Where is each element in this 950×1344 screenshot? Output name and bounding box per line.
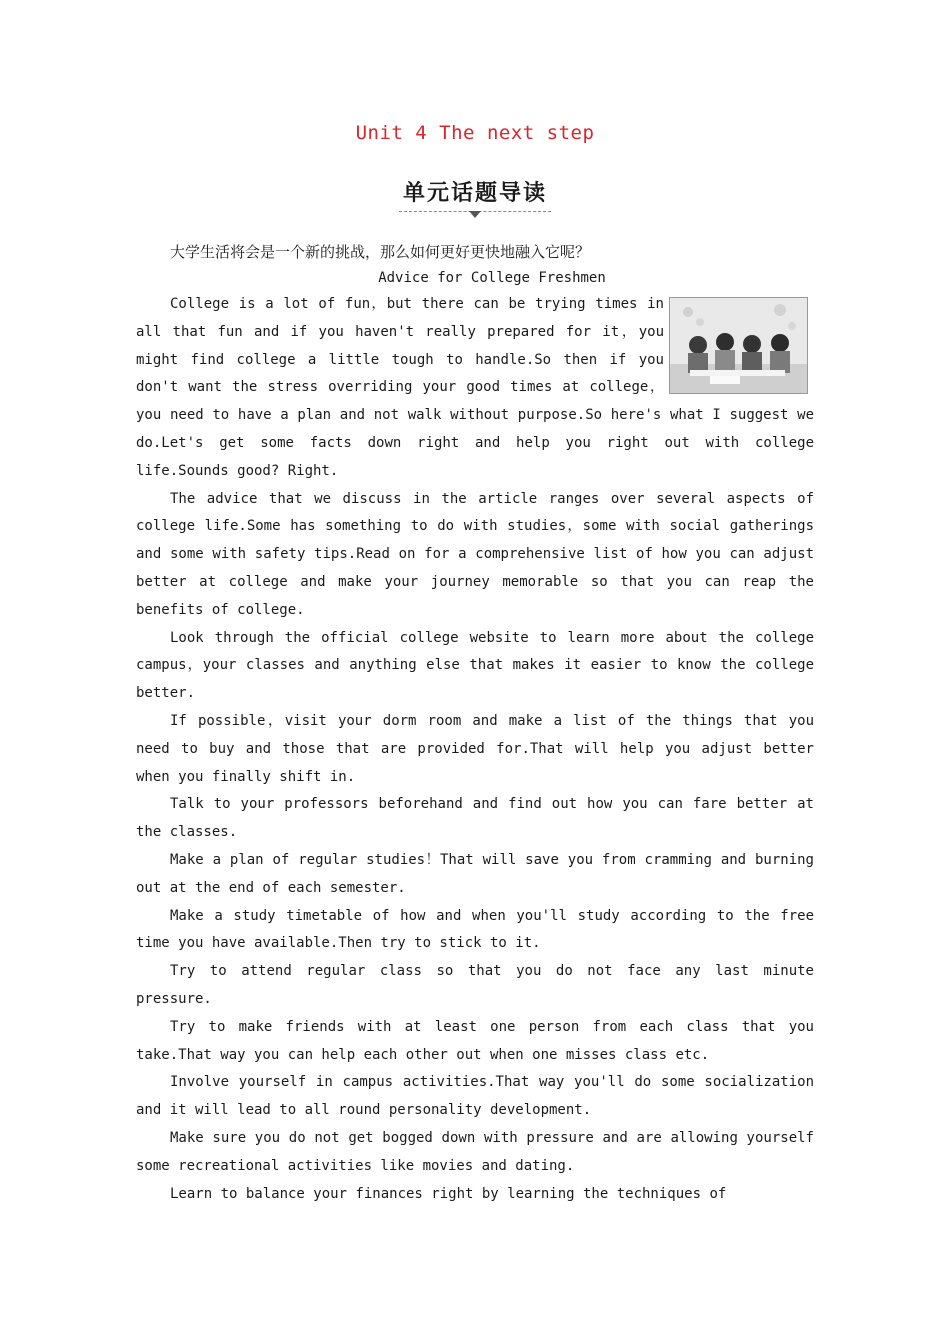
section-label-text: 单元话题导读 — [402, 181, 547, 206]
paragraph: Make a study timetable of how and when you'll study according to the free time you have available.Then try to stick to it. — [136, 907, 814, 952]
paragraph: Involve yourself in campus activities.That way you'll do some socialization and it will lead to all round personality development. — [136, 1074, 814, 1119]
paragraph: If possible，visit your dorm room and make a list of the things that you need to buy and those that are provided for.That will help you adjust better when you finally shift in. — [136, 712, 814, 785]
unit-title: Unit 4 The next step — [355, 122, 595, 144]
paragraph: Make sure you do not get bogged down with pressure and are allowing yourself some recreational activities like movies and dating. — [136, 1129, 814, 1174]
paragraph: Look through the official college website to learn more about the college campus，your classes and anything else that makes it easier to know the college better. — [136, 629, 814, 702]
paragraph: Try to make friends with at least one person from each class that you take.That way you can help each other out when one misses class etc. — [136, 1018, 814, 1063]
paragraph: Learn to balance your finances right by learning the techniques of — [170, 1185, 727, 1202]
paragraph: College is a lot of fun，but there can be trying times in all that fun and if you haven't really prepared for it，you might find college a little tough to handle.So then if you don't want the stress overriding your good times at college，you need to have a plan and not walk without purpose.So here's what I suggest we do.Let's get some facts down right and help you right out with college life.Sounds good? Right. — [136, 296, 814, 479]
article-body — [136, 291, 814, 1208]
article-title: Advice for College Freshmen — [378, 270, 606, 286]
paragraph: Make a plan of regular studies！That will save you from cramming and burning out at the end of each semester. — [136, 851, 814, 896]
paragraph: Talk to your professors beforehand and find out how you can fare better at the classes. — [136, 796, 814, 841]
section-label — [399, 176, 551, 212]
paragraph: The advice that we discuss in the article ranges over several aspects of college life.Some has something to do with studies，some with social gatherings and some with safety tips.Read on for a comprehensive list of how you can adjust better at college and make your journey memorable so that you can reap the benefits of college. — [136, 490, 814, 618]
intro-text: 大学生活将会是一个新的挑战，那么如何更好更快地融入它呢？ — [170, 243, 591, 261]
down-triangle-icon — [469, 211, 481, 218]
section-banner — [0, 176, 950, 212]
paragraph: Try to attend regular class so that you do not face any last minute pressure. — [136, 963, 814, 1007]
